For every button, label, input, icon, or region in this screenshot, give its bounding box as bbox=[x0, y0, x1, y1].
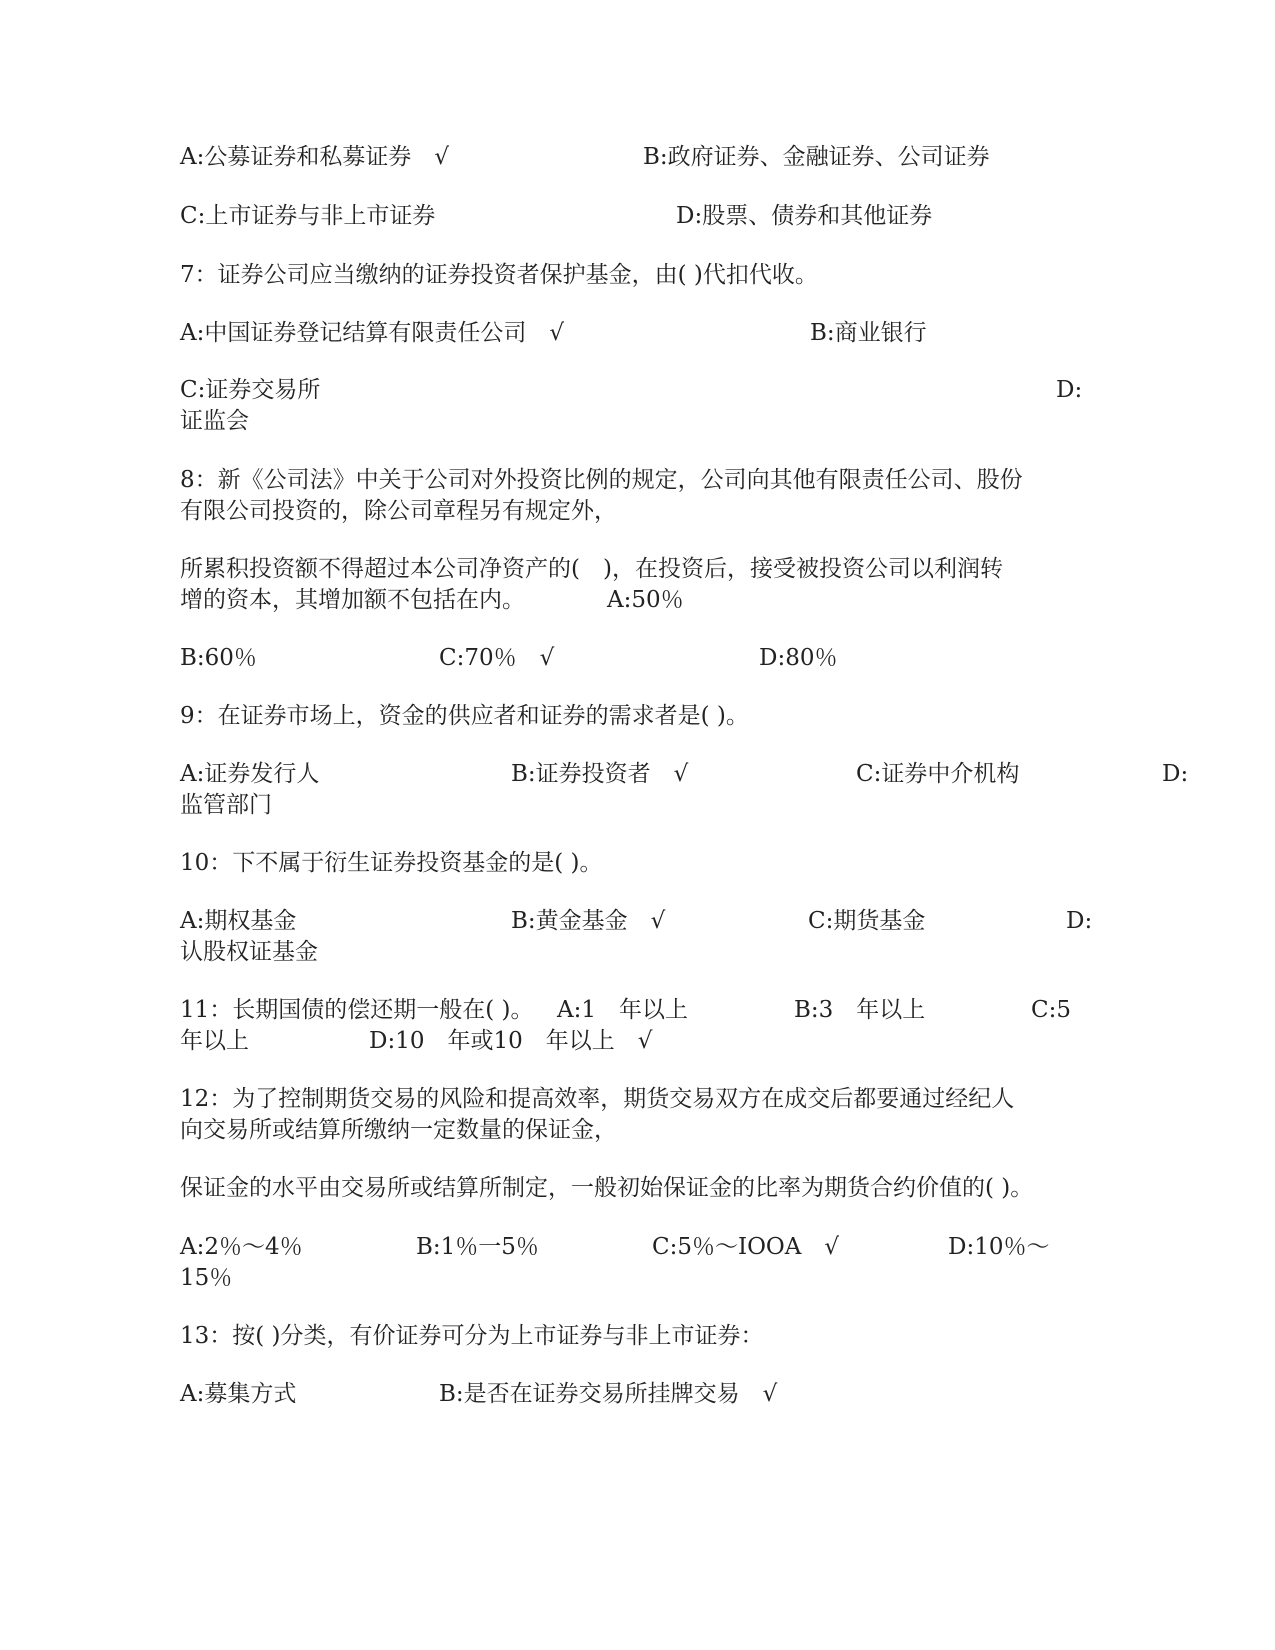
q7-option-a: A:中国证券登记结算有限责任公司 √ bbox=[180, 320, 565, 346]
q12-option-d-text: 15％ bbox=[180, 1265, 233, 1291]
q12-option-a: A:2％～4％ bbox=[180, 1234, 303, 1260]
q8-option-d: D:80％ bbox=[759, 645, 838, 671]
q11-option-c-text: 年以上 bbox=[180, 1028, 249, 1054]
q13-option-a: A:募集方式 bbox=[180, 1381, 297, 1407]
q11-stem: 11：长期国债的偿还期一般在( )。 bbox=[180, 997, 534, 1023]
q8-stem-line3: 所累积投资额不得超过本公司净资产的( )，在投资后，接受被投资公司以利润转 bbox=[180, 556, 1003, 582]
q9-option-b: B:证券投资者 √ bbox=[511, 761, 689, 787]
q9-option-d-label: D: bbox=[1162, 761, 1189, 787]
q7-option-b: B:商业银行 bbox=[810, 320, 927, 346]
q10-option-c: C:期货基金 bbox=[808, 908, 926, 934]
q10-option-a: A:期权基金 bbox=[180, 908, 297, 934]
q13-option-b: B:是否在证券交易所挂牌交易 √ bbox=[439, 1381, 778, 1407]
q12-stem-line2: 向交易所或结算所缴纳一定数量的保证金， bbox=[180, 1117, 617, 1143]
q10-stem: 10：下不属于衍生证券投资基金的是( )。 bbox=[180, 850, 603, 876]
q7-option-d-text: 证监会 bbox=[180, 408, 249, 434]
q11-option-c-label: C:5 bbox=[1031, 997, 1071, 1023]
q7-stem: 7：证券公司应当缴纳的证券投资者保护基金，由( )代扣代收。 bbox=[180, 262, 818, 288]
q11-option-b: B:3 年以上 bbox=[794, 997, 926, 1023]
q12-stem-line1: 12：为了控制期货交易的风险和提高效率，期货交易双方在成交后都要通过经纪人 bbox=[180, 1086, 1015, 1112]
q9-option-a: A:证券发行人 bbox=[180, 761, 320, 787]
q10-option-d-label: D: bbox=[1066, 908, 1093, 934]
q10-option-d-text: 认股权证基金 bbox=[180, 939, 318, 965]
q13-stem: 13：按( )分类，有价证券可分为上市证券与非上市证券： bbox=[180, 1323, 764, 1349]
q11-option-a: A:1 年以上 bbox=[557, 997, 688, 1023]
q10-option-b: B:黄金基金 √ bbox=[511, 908, 666, 934]
q9-option-c: C:证券中介机构 bbox=[856, 761, 1020, 787]
q6-option-c: C:上市证券与非上市证券 bbox=[180, 203, 436, 229]
q6-option-d: D:股票、债券和其他证券 bbox=[676, 203, 933, 229]
q12-option-d-label: D:10％～ bbox=[948, 1234, 1050, 1260]
q12-option-b: B:1％一5％ bbox=[416, 1234, 539, 1260]
q9-stem: 9：在证券市场上，资金的供应者和证券的需求者是( )。 bbox=[180, 703, 749, 729]
q8-option-c: C:70％ √ bbox=[439, 645, 555, 671]
q6-option-a: A:公募证券和私募证券 √ bbox=[180, 144, 450, 170]
q8-option-b: B:60％ bbox=[180, 645, 257, 671]
q8-stem-line4: 增的资本，其增加额不包括在内。 bbox=[180, 587, 525, 613]
q8-option-a: A:50％ bbox=[607, 587, 684, 613]
q8-stem-line2: 有限公司投资的，除公司章程另有规定外， bbox=[180, 498, 617, 524]
q12-option-c: C:5％～IOOA √ bbox=[652, 1234, 840, 1260]
q12-stem-line3: 保证金的水平由交易所或结算所制定，一般初始保证金的比率为期货合约价值的( )。 bbox=[180, 1175, 1034, 1201]
q7-option-d-label: D: bbox=[1056, 377, 1083, 403]
q7-option-c: C:证券交易所 bbox=[180, 377, 321, 403]
q8-stem-line1: 8：新《公司法》中关于公司对外投资比例的规定，公司向其他有限责任公司、股份 bbox=[180, 467, 1023, 493]
q9-option-d-text: 监管部门 bbox=[180, 792, 272, 818]
q11-option-d: D:10 年或10 年以上 √ bbox=[369, 1028, 653, 1054]
q6-option-b: B:政府证券、金融证券、公司证券 bbox=[643, 144, 990, 170]
